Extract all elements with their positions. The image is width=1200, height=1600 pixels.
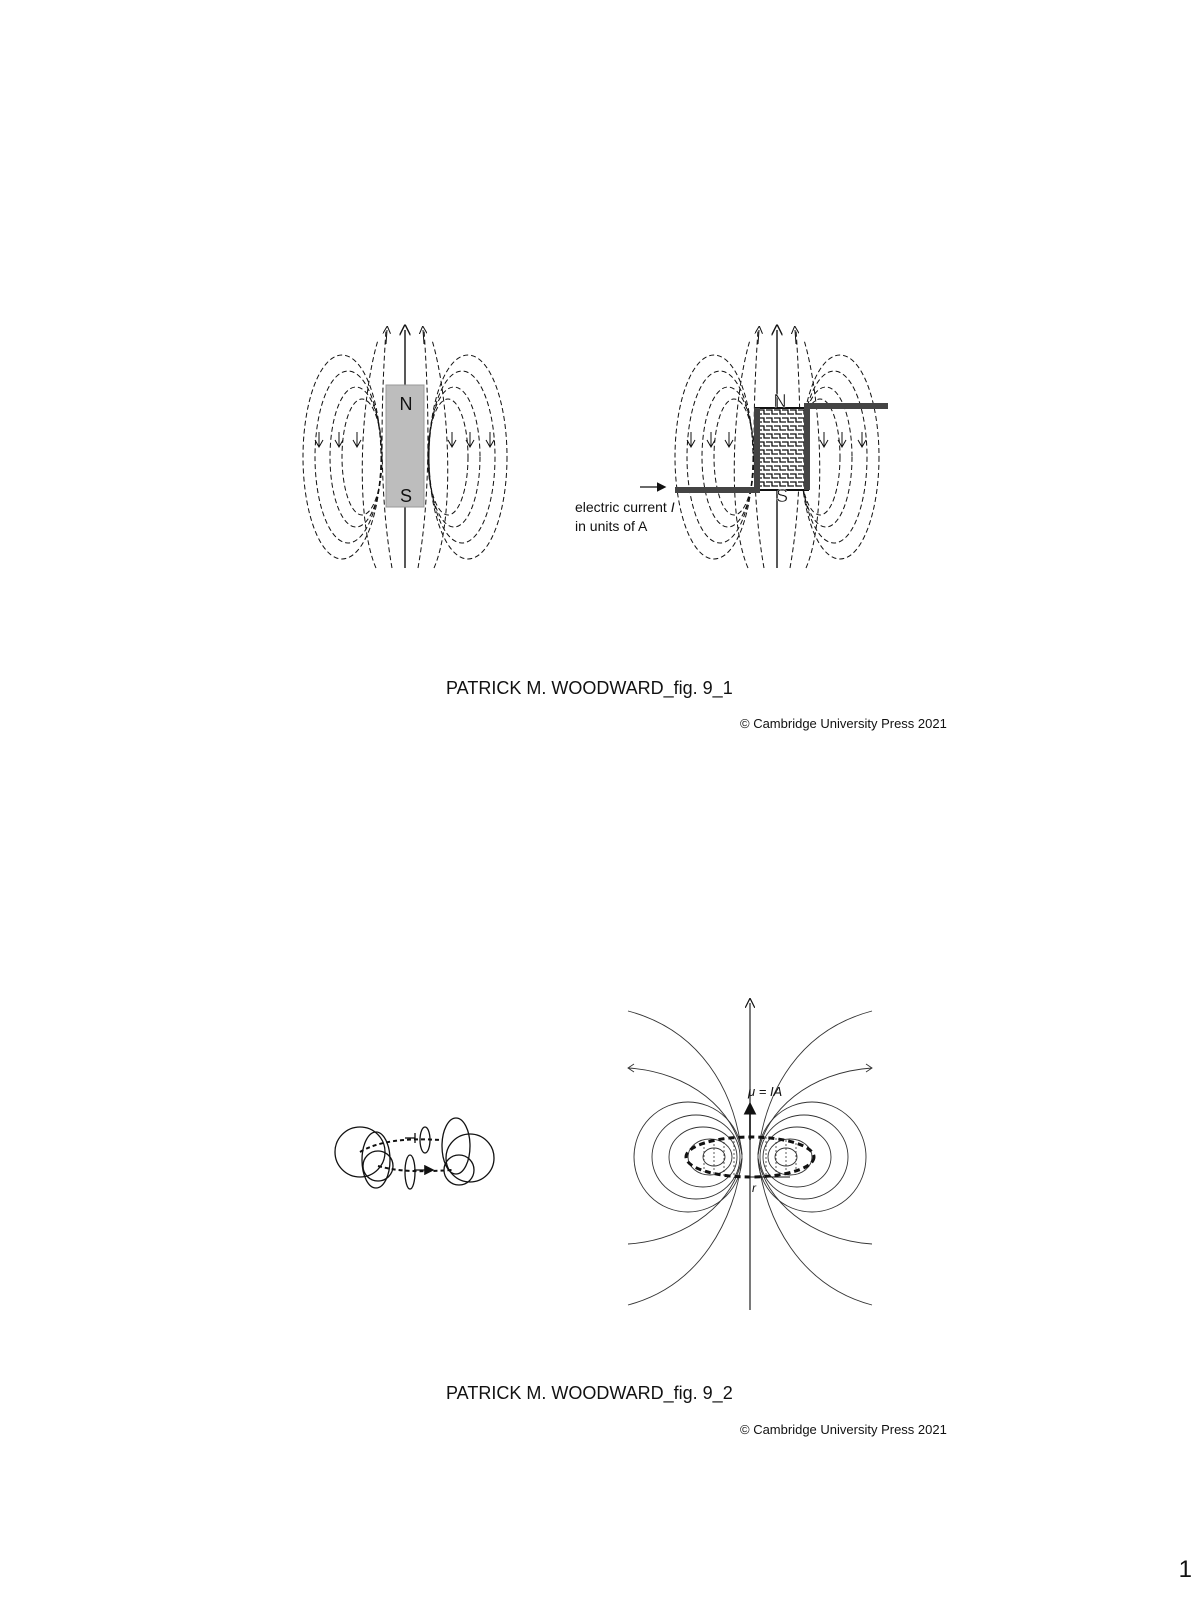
figure-1-caption: PATRICK M. WOODWARD_fig. 9_1	[446, 678, 733, 698]
coil-winding	[756, 408, 808, 490]
electromagnet-north-label: N	[773, 391, 787, 411]
figure-2-copyright: © Cambridge University Press 2021	[740, 1422, 947, 1437]
magnetic-moment-label: μ = IA	[748, 1084, 783, 1099]
dipole-field-diagram	[628, 1003, 872, 1310]
figure-2-caption: PATRICK M. WOODWARD_fig. 9_2	[446, 1383, 733, 1403]
electromagnet-south-label: S	[775, 486, 789, 506]
loop-radius-label: r	[752, 1181, 756, 1195]
bar-magnet-south-label: S	[399, 486, 413, 506]
electromagnet-field-diagram	[575, 330, 888, 568]
figure-1-copyright: © Cambridge University Press 2021	[740, 716, 947, 731]
current-label: electric current I	[575, 499, 675, 515]
current-loops-sketch	[335, 1118, 494, 1189]
bar-magnet-field-diagram	[303, 330, 507, 568]
current-units-label: in units of A	[575, 518, 648, 534]
bar-magnet-north-label: N	[399, 394, 413, 414]
page-number: 1	[1178, 1556, 1192, 1583]
